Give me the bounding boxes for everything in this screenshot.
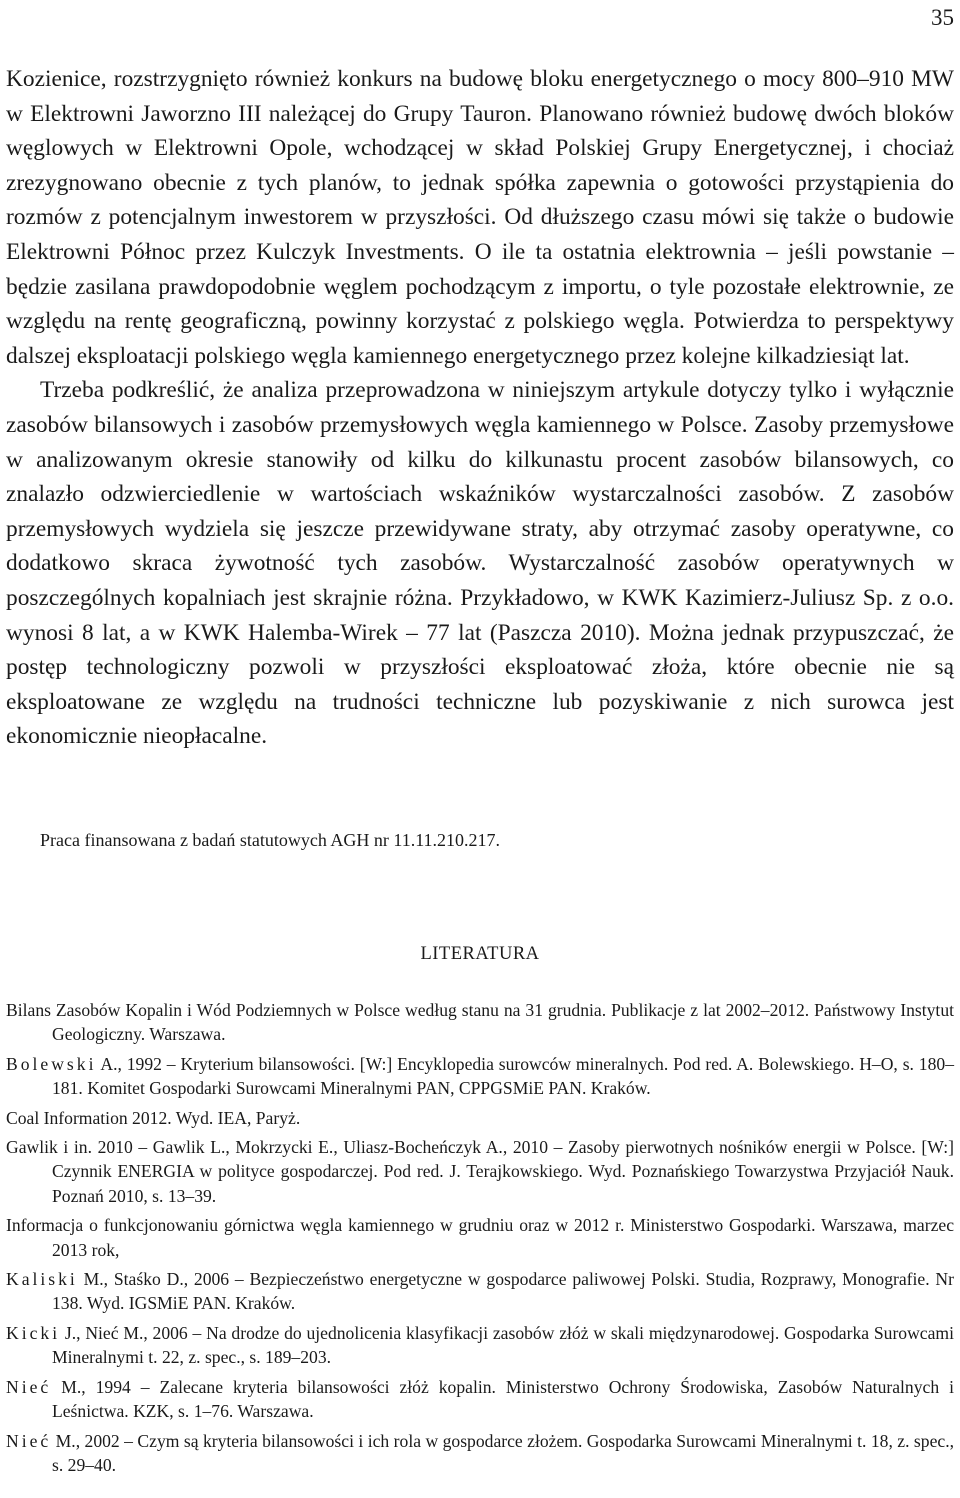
reference-text: Coal Information 2012. Wyd. IEA, Paryż.: [6, 1107, 301, 1128]
reference-author: Kaliski: [6, 1269, 78, 1290]
reference-text: A., 1992 – Kryterium bilansowości. [W:] Encyklopedia surowców mineralnych. Pod red. A. Bolewskiego. H–O, s. 180–181. Komitet Gospodarki Surowcami Mineralnymi PAN, CPPGSMiE PAN. Kraków.: [52, 1053, 954, 1099]
funding-note: Praca finansowana z badań statutowych AGH nr 11.11.210.217.: [40, 830, 501, 850]
reference-author: Kicki: [6, 1322, 61, 1343]
body-paragraph: Trzeba podkreślić, że analiza przeprowadzona w niniejszym artykule dotyczy tylko i wyłącznie zasobów bilansowych i zasobów przemysłowych węgla kamiennego w Polsce. Zasoby przemysłowe w analizowanym okresie stanowiły od kilku do kilkunastu procent zasobów bilansowych, co znalazło odzwierciedlenie w wartościach wskaźników wystarczalności zasobów. Z zasobów przemysłowych wydziela się jeszcze przewidywane straty, aby otrzymać zasoby operatywne, co dodatkowo skraca żywotność tych zasobów. Wystarczalność zasobów operatywnych w poszczególnych kopalniach jest skrajnie różna. Przykładowo, w KWK Kazimierz-Juliusz Sp. z o.o. wynosi 8 lat, a w KWK Halemba-Wirek – 77 lat (Paszcza 2010). Można jednak przypuszczać, że postęp technologiczny pozwoli w przyszłości eksploatować złoża, które obecnie nie są eksploatowane ze względu na trudności techniczne lub pozyskiwanie z nich surowca jest ekonomicznie nieopłacalne.: [6, 377, 954, 750]
literature-heading: LITERATURA: [420, 944, 540, 964]
reference-item: [6, 1213, 954, 1262]
reference-item: [6, 1106, 954, 1130]
reference-author: Bolewski: [6, 1053, 97, 1074]
reference-item: [6, 1429, 954, 1478]
reference-list: [6, 998, 954, 1482]
reference-text: Informacja o funkcjonowaniu górnictwa węgla kamiennego w grudniu oraz w 2012 r. Ministerstwo Gospodarki. Warszawa, marzec 2013 rok,: [6, 1215, 954, 1260]
body-paragraph: Kozienice, rozstrzygnięto również konkurs na budowę bloku energetycznego o mocy 800–910 MW w Elektrowni Jaworzno III należącej do Grupy Tauron. Planowano również budowę dwóch bloków węglowych w Elektrowni Opole, wchodzącej w skład Polskiej Grupy Energetycznej, i chociaż zrezygnowano obecnie z tych planów, to jednak spółka zapewnia o gotowości przystąpienia do rozmów z potencjalnym inwestorem w przyszłości. Od dłuższego czasu mówi się także o budowie Elektrowni Północ przez Kulczyk Investments. O ile ta ostatnia elektrownia – jeśli powstanie – będzie zasilana prawdopodobnie węglem pochodzącym z importu, o tyle pozostałe elektrownie, ze względu na rentę geograficzną, powinny korzystać z polskiego węgla. Potwierdza to perspektywy dalszej eksploatacji polskiego węgla kamiennego energetycznego przez kolejne kilkadziesiąt lat.: [6, 66, 954, 369]
reference-text: Gawlik i in. 2010 – Gawlik L., Mokrzycki E., Uliasz-Bocheńczyk A., 2010 – Zasoby pierwotnych nośników energii w Polsce. [W:] Czynnik ENERGIA w polityce gospodarczej. Pod red. J. Terajkowskiego. Wyd. Poznańskiego Towarzystwa Przyjaciół Nauk. Poznań 2010, s. 13–39.: [6, 1137, 954, 1206]
reference-text: M., 1994 – Zalecane kryteria bilansowości złóż kopalin. Ministerstwo Ochrony Środowiska, Zasobów Naturalnych i Leśnictwa. KZK, s. 1–76. Warszawa.: [51, 1376, 954, 1422]
reference-item: [6, 1052, 954, 1101]
reference-item: [6, 998, 954, 1047]
reference-item: [6, 1321, 954, 1370]
page-number: 35: [931, 5, 954, 30]
article-body: [6, 62, 954, 754]
reference-item: [6, 1135, 954, 1208]
reference-item: [6, 1267, 954, 1316]
reference-author: Nieć: [6, 1430, 52, 1451]
reference-author: Nieć: [6, 1376, 52, 1397]
reference-text: J., Nieć M., 2006 – Na drodze do ujednolicenia klasyfikacji zasobów złóż w skali międzynarodowej. Gospodarka Surowcami Mineralnymi t. 22, z. spec., s. 189–203.: [52, 1322, 954, 1368]
reference-text: Bilans Zasobów Kopalin i Wód Podziemnych w Polsce według stanu na 31 grudnia. Publikacje z lat 2002–2012. Państwowy Instytut Geologiczny. Warszawa.: [6, 1000, 954, 1045]
reference-text: M., 2002 – Czym są kryteria bilansowości i ich rola w gospodarce złożem. Gospodarka Surowcami Mineralnymi t. 18, z. spec., s. 29–40.: [51, 1430, 954, 1475]
reference-text: M., Staśko D., 2006 – Bezpieczeństwo energetyczne w gospodarce paliwowej Polski. Studia, Rozprawy, Monografie. Nr 138. Wyd. IGSMiE PAN. Kraków.: [52, 1269, 954, 1314]
reference-item: [6, 1375, 954, 1424]
